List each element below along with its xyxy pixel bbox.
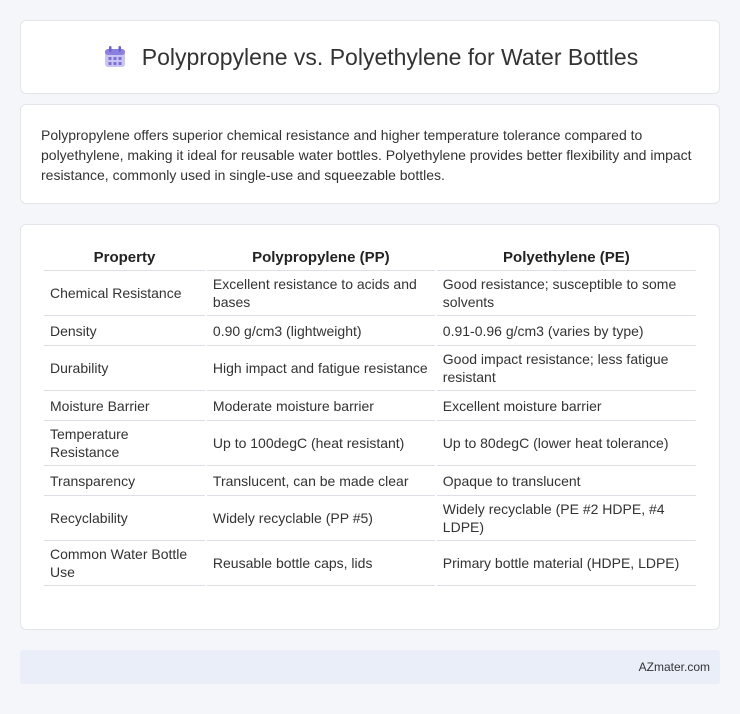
cell-pp: Excellent resistance to acids and bases bbox=[207, 271, 435, 316]
cell-property: Durability bbox=[44, 346, 205, 391]
table-row bbox=[44, 316, 696, 346]
cell-pp: 0.90 g/cm3 (lightweight) bbox=[207, 316, 435, 346]
cell-property: Common Water Bottle Use bbox=[44, 541, 205, 586]
table-row bbox=[44, 271, 696, 316]
table-row bbox=[44, 346, 696, 391]
title-card bbox=[20, 20, 720, 94]
cell-property: Temperature Resistance bbox=[44, 421, 205, 466]
cell-property: Density bbox=[44, 316, 205, 346]
cell-pp: Up to 100degC (heat resistant) bbox=[207, 421, 435, 466]
comparison-table bbox=[42, 245, 698, 586]
description-text: Polypropylene offers superior chemical resistance and higher temperature tolerance compared to polyethylene, making it ideal for reusable water bottles. Polyethylene provides better flexibility and impact resistance, commonly used in single-use and squeezable bottles. bbox=[41, 127, 692, 183]
cell-pe: Good impact resistance; less fatigue resistant bbox=[437, 346, 696, 391]
cell-pp: High impact and fatigue resistance bbox=[207, 346, 435, 391]
table-header-row bbox=[44, 245, 696, 271]
cell-pe: Up to 80degC (lower heat tolerance) bbox=[437, 421, 696, 466]
cell-pp: Moderate moisture barrier bbox=[207, 391, 435, 421]
header-pp: Polypropylene (PP) bbox=[207, 245, 435, 271]
cell-pe: Widely recyclable (PE #2 HDPE, #4 LDPE) bbox=[437, 496, 696, 541]
cell-pe: Excellent moisture barrier bbox=[437, 391, 696, 421]
header-pe: Polyethylene (PE) bbox=[437, 245, 696, 271]
cell-pp: Reusable bottle caps, lids bbox=[207, 541, 435, 586]
footer bbox=[20, 650, 720, 684]
cell-property: Transparency bbox=[44, 466, 205, 496]
cell-pe: 0.91-0.96 g/cm3 (varies by type) bbox=[437, 316, 696, 346]
cell-pe: Good resistance; susceptible to some solvents bbox=[437, 271, 696, 316]
header-property: Property bbox=[44, 245, 205, 271]
cell-property: Moisture Barrier bbox=[44, 391, 205, 421]
table-row bbox=[44, 391, 696, 421]
page-title: Polypropylene vs. Polyethylene for Water Bottles bbox=[141, 43, 639, 70]
table-row bbox=[44, 421, 696, 466]
cell-pp: Translucent, can be made clear bbox=[207, 466, 435, 496]
table-row bbox=[44, 496, 696, 541]
cell-property: Recyclability bbox=[44, 496, 205, 541]
cell-pe: Primary bottle material (HDPE, LDPE) bbox=[437, 541, 696, 586]
cell-pp: Widely recyclable (PP #5) bbox=[207, 496, 435, 541]
cell-property: Chemical Resistance bbox=[44, 271, 205, 316]
footer-brand-link[interactable]: AZmater.com bbox=[638, 660, 710, 674]
cell-pe: Opaque to translucent bbox=[437, 466, 696, 496]
description-card bbox=[20, 104, 720, 204]
calendar-icon bbox=[102, 44, 128, 70]
comparison-table-card bbox=[20, 224, 720, 630]
table-row bbox=[44, 466, 696, 496]
table-row bbox=[44, 541, 696, 586]
